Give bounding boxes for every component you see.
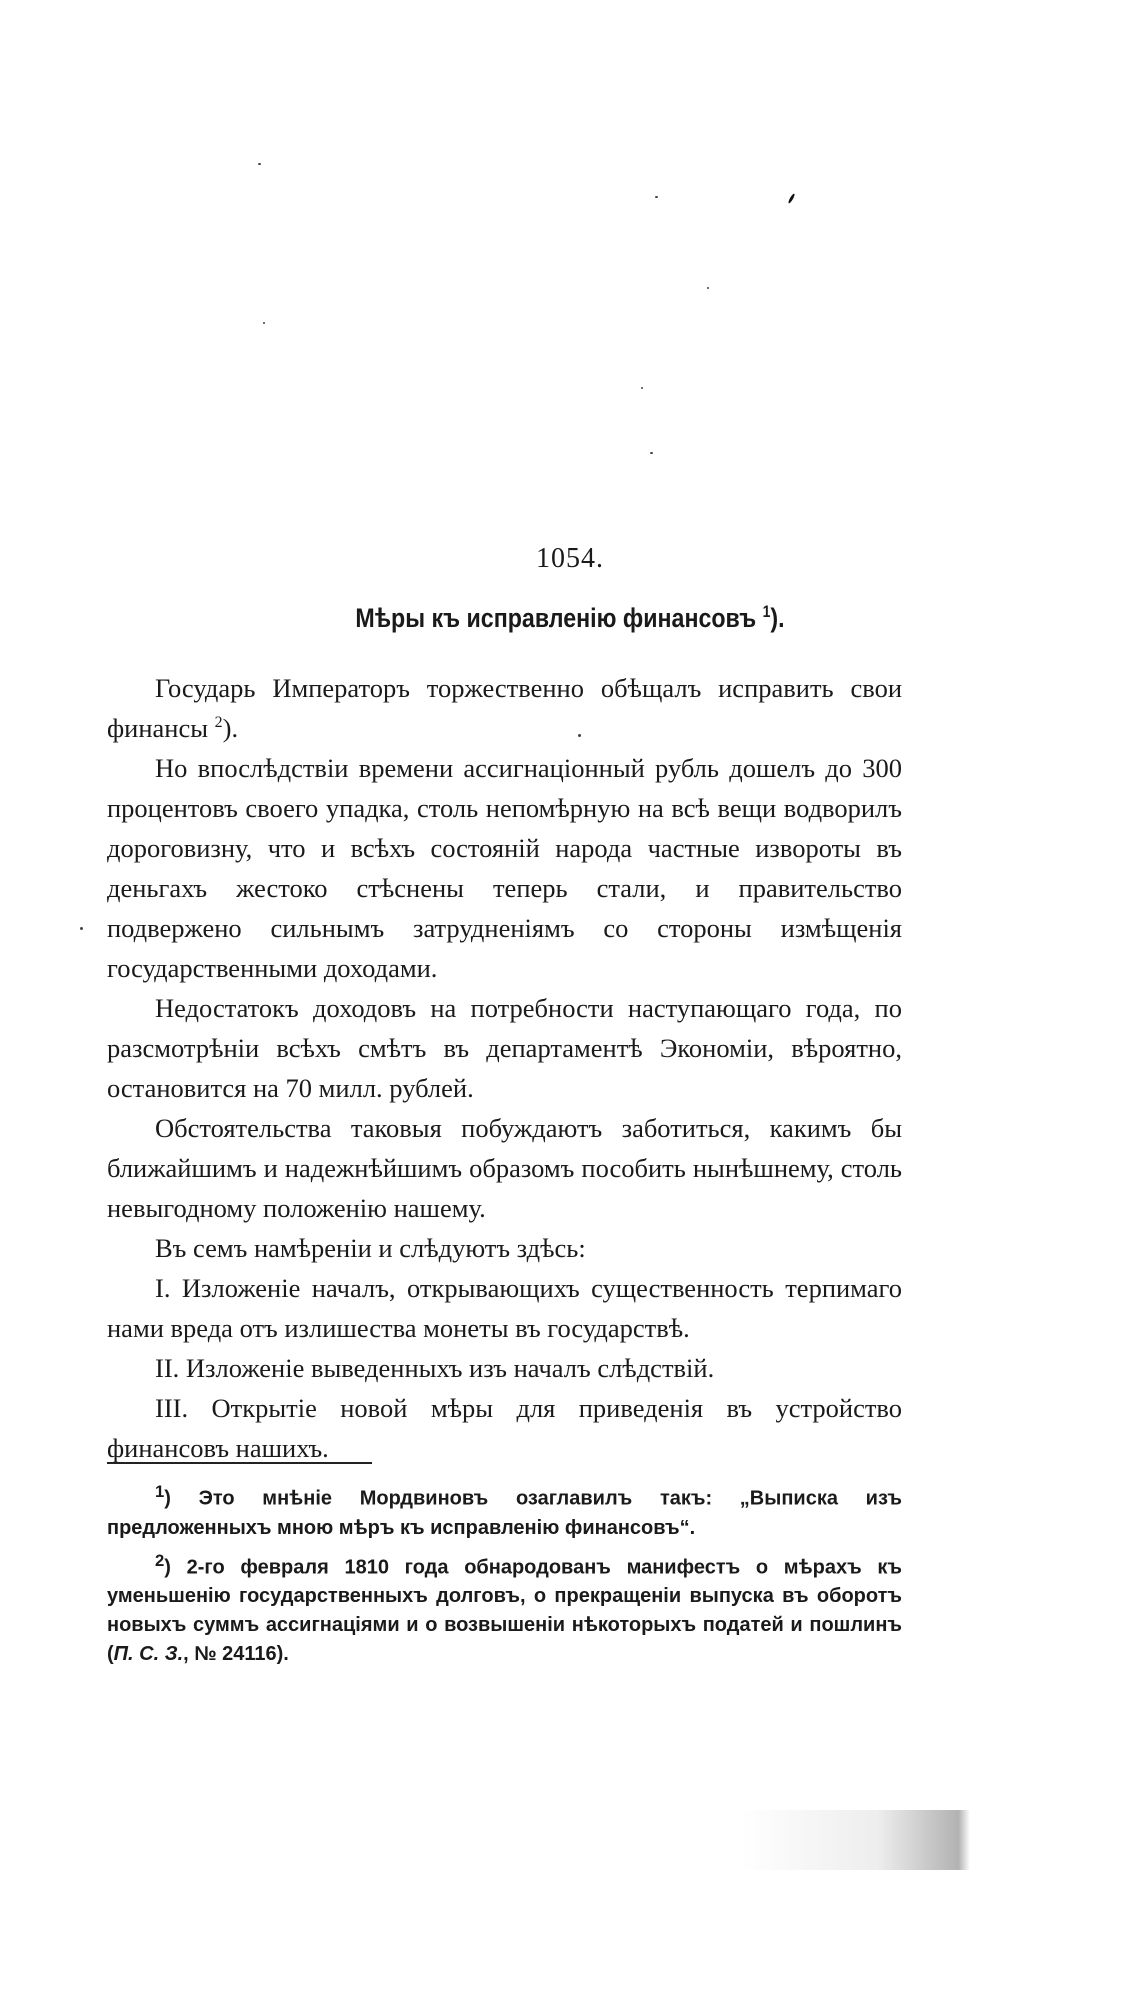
paragraph-3: Недостатокъ доходовъ на потребности наступающаго года, по разсмотрѣніи всѣхъ смѣтъ въ департаментѣ Экономіи, вѣроятно, остановится на 70 милл. рублей. bbox=[107, 993, 902, 1103]
footnotes bbox=[107, 1477, 902, 1672]
footnote-1-text: ) Это мнѣніе Мордвиновъ озаглавилъ такъ: „Выписка изъ предложенныхъ мною мѣръ къ исправленію финансовъ“. bbox=[107, 1487, 902, 1539]
title-close: ). bbox=[770, 603, 785, 633]
footnote-2-citation: П. С. З. bbox=[113, 1643, 184, 1666]
paragraph-4: Обстоятельства таковыя побуждаютъ заботиться, какимъ бы ближайшимъ и надежнѣйшимъ образомъ пособить нынѣшнему, столь невыгодному положенію нашему. bbox=[107, 1113, 902, 1223]
paragraph-6: I. Изложеніе началъ, открывающихъ существенность терпимаго нами вреда отъ излишества монеты въ государствѣ. bbox=[107, 1273, 902, 1343]
paragraph-2: Но впослѣдствіи времени ассигнаціонный рубль дошелъ до 300 процентовъ своего упадка, столь непомѣрную на всѣ вещи водворилъ дороговизну, что и всѣхъ состояній народа частные извороты въ деньгахъ жестоко стѣснены теперь стали, и правительство подвержено сильнымъ затрудненіямъ со стороны измѣщенія государственными доходами. bbox=[107, 753, 902, 983]
scan-speck bbox=[655, 196, 658, 198]
paragraph-5: Въ семъ намѣреніи и слѣдуютъ здѣсь: bbox=[155, 1233, 586, 1263]
paragraph-7: II. Изложеніе выведенныхъ изъ началъ слѣдствій. bbox=[155, 1353, 715, 1383]
footnote-2-tail: , № 24116). bbox=[183, 1643, 289, 1666]
title-footnote-mark: 1 bbox=[762, 603, 771, 621]
scan-speck bbox=[650, 452, 653, 454]
scan-speck bbox=[258, 163, 261, 165]
scan-speck bbox=[787, 193, 795, 204]
document-title bbox=[80, 603, 1060, 634]
scan-speck bbox=[80, 927, 83, 930]
paragraph-8: III. Открытіе новой мѣры для приведенія въ устройство финансовъ нашихъ. bbox=[107, 1393, 902, 1463]
footnote-1 bbox=[107, 1477, 902, 1543]
paragraph-1-footnote-mark: 2 bbox=[214, 714, 223, 732]
title-text: Мѣры къ исправленію финансовъ bbox=[355, 603, 757, 633]
footnote-2-mark: 2 bbox=[155, 1550, 165, 1570]
footnote-2 bbox=[107, 1546, 902, 1670]
scan-speck bbox=[707, 287, 709, 289]
scan-shadow bbox=[740, 1810, 970, 1870]
paragraph-1 bbox=[107, 668, 902, 748]
scan-speck bbox=[263, 322, 265, 324]
footnote-2-text: ) 2-го февраля 1810 года обнародованъ манифестъ о мѣрахъ къ уменьшенію государственныхъ долговъ, о прекращеніи выпуска въ оборотъ новыхъ суммъ ассигнаціями и о возвышеніи нѣкоторыхъ податей и пошлинъ ( bbox=[107, 1556, 902, 1666]
body-text bbox=[107, 668, 902, 1468]
paragraph-1-tail: ). bbox=[222, 713, 239, 743]
footnote-divider bbox=[107, 1462, 372, 1464]
document-number: 1054. bbox=[536, 543, 604, 574]
paragraph-1-text: Государь Императоръ торжественно обѣщалъ исправить свои финансы bbox=[107, 673, 902, 743]
footnote-1-mark: 1 bbox=[155, 1482, 165, 1501]
scan-speck bbox=[641, 387, 643, 389]
